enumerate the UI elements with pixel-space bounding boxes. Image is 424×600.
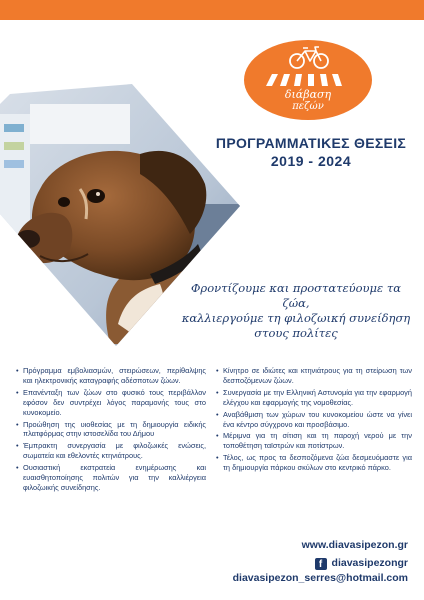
logo-text-line1: διάβαση <box>284 88 332 101</box>
list-item: • Συνεργασία με την Ελληνική Αστυνομία για την εφαρμογή ελέγχου και εφαρμογής της νομοθεσίας. <box>216 388 412 408</box>
diavasi-pezon-logo <box>244 40 372 120</box>
logo-text-line2: πεζών <box>292 101 324 112</box>
facebook-icon: f <box>315 558 327 570</box>
list-item: • Κίνητρο σε ιδιώτες και κτηνιάτρους για τη στείρωση των δεσποζόμενων ζώων. <box>216 366 412 386</box>
website-link[interactable]: www.diavasipezon.gr <box>301 539 408 551</box>
slogan-line2: καλλιεργούμε τη φιλοζωική συνείδηση <box>181 311 411 325</box>
slogan-line3: στους πολίτες <box>254 326 338 340</box>
list-item: • Προώθηση της υιοθεσίας με τη δημιουργία ειδικής πλατφόρμας στην ιστοσελίδα του Δήμου <box>16 420 206 440</box>
facebook-handle: diavasipezongr <box>331 557 408 569</box>
facebook-link[interactable] <box>315 557 408 570</box>
list-item: • Αναβάθμιση των χώρων του κυνοκομείου ώστε να γίνει ένα κέντρο σύγχρονο και προσβάσιμο. <box>216 410 412 430</box>
list-item: • Τέλος, ως προς τα δεσποζόμενα ζώα δεσμευόμαστε για τη δημιουργία πάρκου σκύλων στο κεντρικό πάρκο. <box>216 453 412 473</box>
bicycle-icon <box>288 46 330 70</box>
list-item: • Επανένταξη των ζώων στο φυσικό τους περιβάλλον εφόσον δεν συντρέχει λόγος παραμονής τους στο κυνοκομείο. <box>16 388 206 418</box>
crosswalk-stripes <box>262 74 354 86</box>
list-item: • Πρόγραμμα εμβολιασμών, στειρώσεων, περίθαλψης και ηλεκτρονικής καταγραφής αδέσποτων ζώων. <box>16 366 206 386</box>
page-title: ΠΡΟΓΡΑΜΜΑΤΙΚΕΣ ΘΕΣΕΙΣ <box>215 135 407 151</box>
program-list-left <box>16 366 206 495</box>
list-item: • Έμπρακτη συνεργασία με φιλοζωικές ενώσεις, σωματεία και εθελοντές κτηνιάτρους. <box>16 441 206 461</box>
program-list-right <box>216 366 412 475</box>
list-item: • Μέριμνα για τη σίτιση και τη παροχή νερού με την τοποθέτηση ταϊστρών και ποτίστρων. <box>216 431 412 451</box>
page-years: 2019 - 2024 <box>270 153 352 169</box>
list-item: • Ουσιαστική εκστρατεία ενημέρωσης και ευαισθητοποίησης πολιτών για την καλλιέργεια φιλοζωικής συνείδησης. <box>16 463 206 493</box>
top-orange-bar <box>0 0 424 20</box>
slogan <box>178 281 414 341</box>
slogan-line1: Φροντίζουμε και προστατεύουμε τα ζώα, <box>191 281 401 310</box>
email-link[interactable]: diavasipezon_serres@hotmail.com <box>232 572 408 584</box>
